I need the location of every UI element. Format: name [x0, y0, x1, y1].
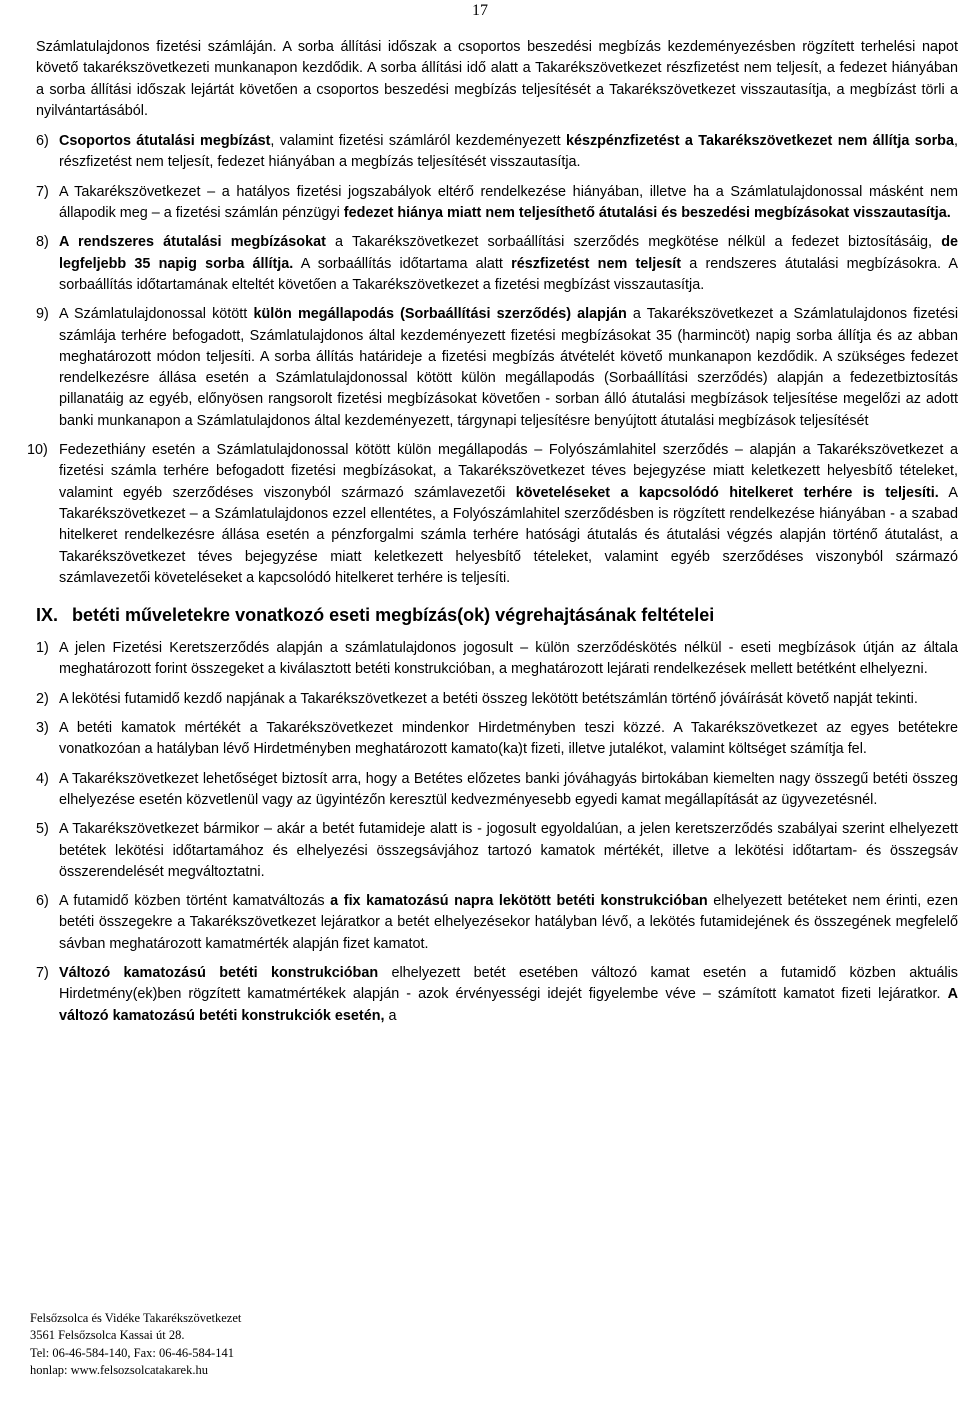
text-run: a rendszeres átutalási megbízásokra. A sorbaállítás időtartamának elteltét követően a Takarékszövetkezet a fizetési megbízást visszautasítja. [59, 255, 959, 293]
list-item [36, 891, 958, 955]
footer-address: 3561 Felsőzsolca Kassai út 28. [30, 1328, 185, 1343]
bold-text: de legfeljebb 35 napig sorba állítja. [59, 234, 958, 272]
text-run: A Számlatulajdonossal kötött [59, 306, 254, 323]
text-run: A Takarékszövetkezet bármikor – akár a betét futamideje alatt is - jogosult egyoldalúan, a jelen keretszerződés szabályai szerint elhelyezett betétek lekötési időtartamához és elhelyezési összegsávjához tartozó kamatok mértékét, illetve a lekötési időtartam- és összegsáv összerendelését megváltoztatni. [59, 821, 958, 880]
text-run: Számlatulajdonos fizetési számláján. A sorba állítási időszak a csoportos beszedési megbízás kezdeményezésben rögzített terhelési napot követő takarékszövetkezeti munkanapon kezdődik. A sorba állítási idő alatt a Takarékszövetkezet részfizetést nem teljesít, a fedezet hiányában a sorba állítási időszak lejártát követően a csoportos beszedési megbízás teljesítését a Takarékszövetkezet visszautasítja, a megbízást törli a nyilvántartásából. [36, 39, 958, 119]
list-item-text [59, 304, 958, 432]
section-number: IX. [36, 605, 59, 626]
bold-text: A rendszeres átutalási megbízásokat [59, 234, 326, 251]
list-item-number: 7) [36, 183, 49, 200]
list-item-number: 9) [36, 306, 49, 323]
section-title: betéti műveletekre vonatkozó eseti megbízás(ok) végrehajtásának feltételei [72, 605, 715, 626]
list-item-text [59, 638, 958, 681]
bold-text: követeléseket a kapcsolódó hitelkeret terhére is teljesíti. [515, 484, 939, 501]
text-run: , valamint fizetési számláról kezdeményezett [270, 133, 566, 150]
bold-text: fedezet hiánya miatt nem teljesíthető átutalási és beszedési megbízásokat visszautasítja. [343, 205, 951, 222]
text-run: a Takarékszövetkezet sorbaállítási szerződés megkötése nélkül a fedezet biztosításáig, [325, 234, 942, 251]
list-item-number: 1) [36, 640, 49, 657]
text-run: A jelen Fizetési Keretszerződés alapján a számlatulajdonos jogosult – külön szerződéskötés nélkül - eseti megbízások útján az általa meghatározott forint összegeket a kiválasztott betéti konstrukcióban, a meghatározott lejárati rendelkezések mellett betétként elhelyezni. [59, 640, 958, 678]
text-run: elhelyezett betét esetében változó kamat esetén a futamidő közben aktuális Hirdetmény(ek)ben rögzített kamatmértékek alapján - azok érvényességi idejét figyelembe véve – számított kamatot fizeti lejáratkor. [59, 964, 958, 1003]
text-run: A futamidő közben történt kamatváltozás [59, 893, 331, 910]
section-heading [36, 603, 958, 627]
footer-phone: Tel: 06-46-584-140, Fax: 06-46-584-141 [30, 1345, 234, 1360]
list-item-number: 6) [36, 893, 49, 910]
list-item-number: 8) [36, 234, 49, 251]
list-item-text [59, 891, 958, 955]
list-item [36, 638, 958, 681]
list-b [36, 638, 958, 1027]
bold-text: A változó kamatozású betéti konstrukciók esetén, [59, 986, 958, 1024]
list-item [36, 304, 958, 432]
text-run: elhelyezett betéteket nem érinti, ezen betéti összegekre a Takarékszövetkezet lejáratkor a betét elhelyezésekor hatályban lévő, a lekötés futamidejének és összegének megfelelő sávban meghatározott kamatmérték alapján fizet kamatot. [59, 893, 959, 952]
document-body [27, 37, 959, 1035]
list-item [36, 182, 958, 225]
list-item-number: 5) [36, 821, 49, 838]
list-a [27, 131, 959, 589]
list-item [36, 232, 958, 296]
footer-website: honlap: www.felsozsolcatakarek.hu [30, 1362, 208, 1377]
list-item [36, 131, 958, 174]
list-item-number: 2) [36, 690, 49, 707]
list-item [36, 769, 958, 812]
list-item [36, 689, 958, 710]
text-run: A sorbaállítás időtartama alatt [293, 255, 512, 272]
list-item-number: 7) [36, 964, 49, 981]
bold-text: a fix kamatozású napra lekötött betéti konstrukcióban [330, 893, 708, 910]
bold-text: Csoportos átutalási megbízást [59, 133, 271, 150]
text-run: a Takarékszövetkezet a Számlatulajdonos fizetési számlája terhére befogadott, Számlatulajdonos által kezdeményezett fizetési megbízásokat 35 (harmincöt) napig sorba állítja és az abban meghatározott módon teljesíti. A sorba állítás határideje a fizetési megbízás átvételét követő munkanapon kezdődik. A szükséges fedezet rendelkezésre állása esetén a Számlatulajdonossal kötött külön megállapodás (Sorbaállítási szerződés) alapján a fedezetbiztosítás pillanatáig az egyéb, előnyösen rangsorolt fizetési megbízásokat követően - sorban álló átutalási megbízások teljesítése megelőzi az adott banki munkanapon a Számlatulajdonos által kezdeményezett, tárgynapi teljesítésre benyújtott átutalási megbízások teljesítését [59, 306, 959, 429]
page-number: 17 [472, 2, 488, 19]
text-run: A Takarékszövetkezet lehetőséget biztosít arra, hogy a Betétes előzetes banki jóváhagyás birtokában kiemelten nagy összegű betéti összeg elhelyezése esetén közvetlenül vagy az ügyintézőn keresztül kedvezményesebb egyedi kamat megállapítását az ügyvezetésnél. [59, 770, 958, 808]
intro-text [36, 37, 958, 122]
footer-company: Felsőzsolca és Vidéke Takarékszövetkezet [30, 1311, 242, 1325]
text-run: Fedezethiány esetén a Számlatulajdonossal kötött külön megállapodás – Folyószámlahitel szerződés – alapján a Takarékszövetkezet a fizetési számla terhére befogadott fizetési megbízásokat, a Takarékszövetkezet téves bejegyzése miatt keletkezett helyesbítő tételeket, valamint egyéb szerződéses viszonyból származó számlavezetői [59, 442, 958, 501]
bold-text: készpénzfizetést a Takarékszövetkezet nem állítja sorba [565, 133, 954, 150]
list-item-text [59, 440, 958, 589]
list-item-text [59, 718, 958, 761]
bold-text: külön megállapodás (Sorbaállítási szerződés) alapján [253, 306, 627, 323]
list-item-text [59, 182, 958, 225]
list-item [36, 963, 958, 1027]
bold-text: részfizetést nem teljesít [511, 255, 682, 272]
text-run: a [384, 1007, 397, 1024]
list-item-text [59, 689, 958, 710]
list-item-text [59, 963, 958, 1027]
text-run: A betéti kamatok mértékét a Takarékszövetkezet mindenkor Hirdetményben teszi közzé. A Takarékszövetkezet az egyes betétekre vonatkozóan a hatályban lévő Hirdetményben meghatározott kamato(ka)t fizeti, illetve jutalékot, valamint költséget számítja fel. [59, 720, 958, 758]
list-item-number: 10) [27, 442, 48, 459]
text-run: , részfizetést nem teljesít, fedezet hiányában a megbízás teljesítését visszautasítja. [59, 133, 958, 171]
list-item [36, 718, 958, 761]
text-run: A Takarékszövetkezet – a Számlatulajdonos ezzel ellentétes, a Folyószámlahitel szerződésben is rögzített rendelkezése hiányában - a szabad hitelkeret rendelkezésre állása esetén a pénzforgalmi számla terhére hatósági átutalás és átutalási végzés alapján történő átutalást, a Takarékszövetkezet téves bejegyzése miatt keletkezett helyesbítő tételeket, valamint egyéb szerződéses viszonyból származó számlavezetői követeléseket a kapcsolódó hitelkeret terhére is teljesíti. [59, 484, 958, 586]
list-item-text [59, 131, 958, 174]
list-item-text [59, 819, 958, 883]
text-run: A lekötési futamidő kezdő napjának a Takarékszövetkezet a betéti összeg lekötött betétszámlán történő jóváírását követő napját tekinti. [59, 690, 918, 707]
intro-paragraph [36, 37, 958, 122]
list-item [36, 819, 958, 883]
list-item-text [59, 232, 958, 296]
list-item-number: 4) [36, 770, 49, 787]
text-run: A Takarékszövetkezet – a hatályos fizetési jogszabályok eltérő rendelkezése hiányában, illetve ha a Számlatulajdonossal másként nem állapodik meg – a fizetési számlán pénzügyi [59, 183, 958, 222]
list-item-number: 3) [36, 720, 49, 737]
list-item [27, 440, 958, 589]
list-item-text [59, 769, 958, 812]
footer [30, 1310, 241, 1379]
bold-text: Változó kamatozású betéti konstrukcióban [59, 964, 379, 981]
list-item-number: 6) [36, 133, 49, 150]
